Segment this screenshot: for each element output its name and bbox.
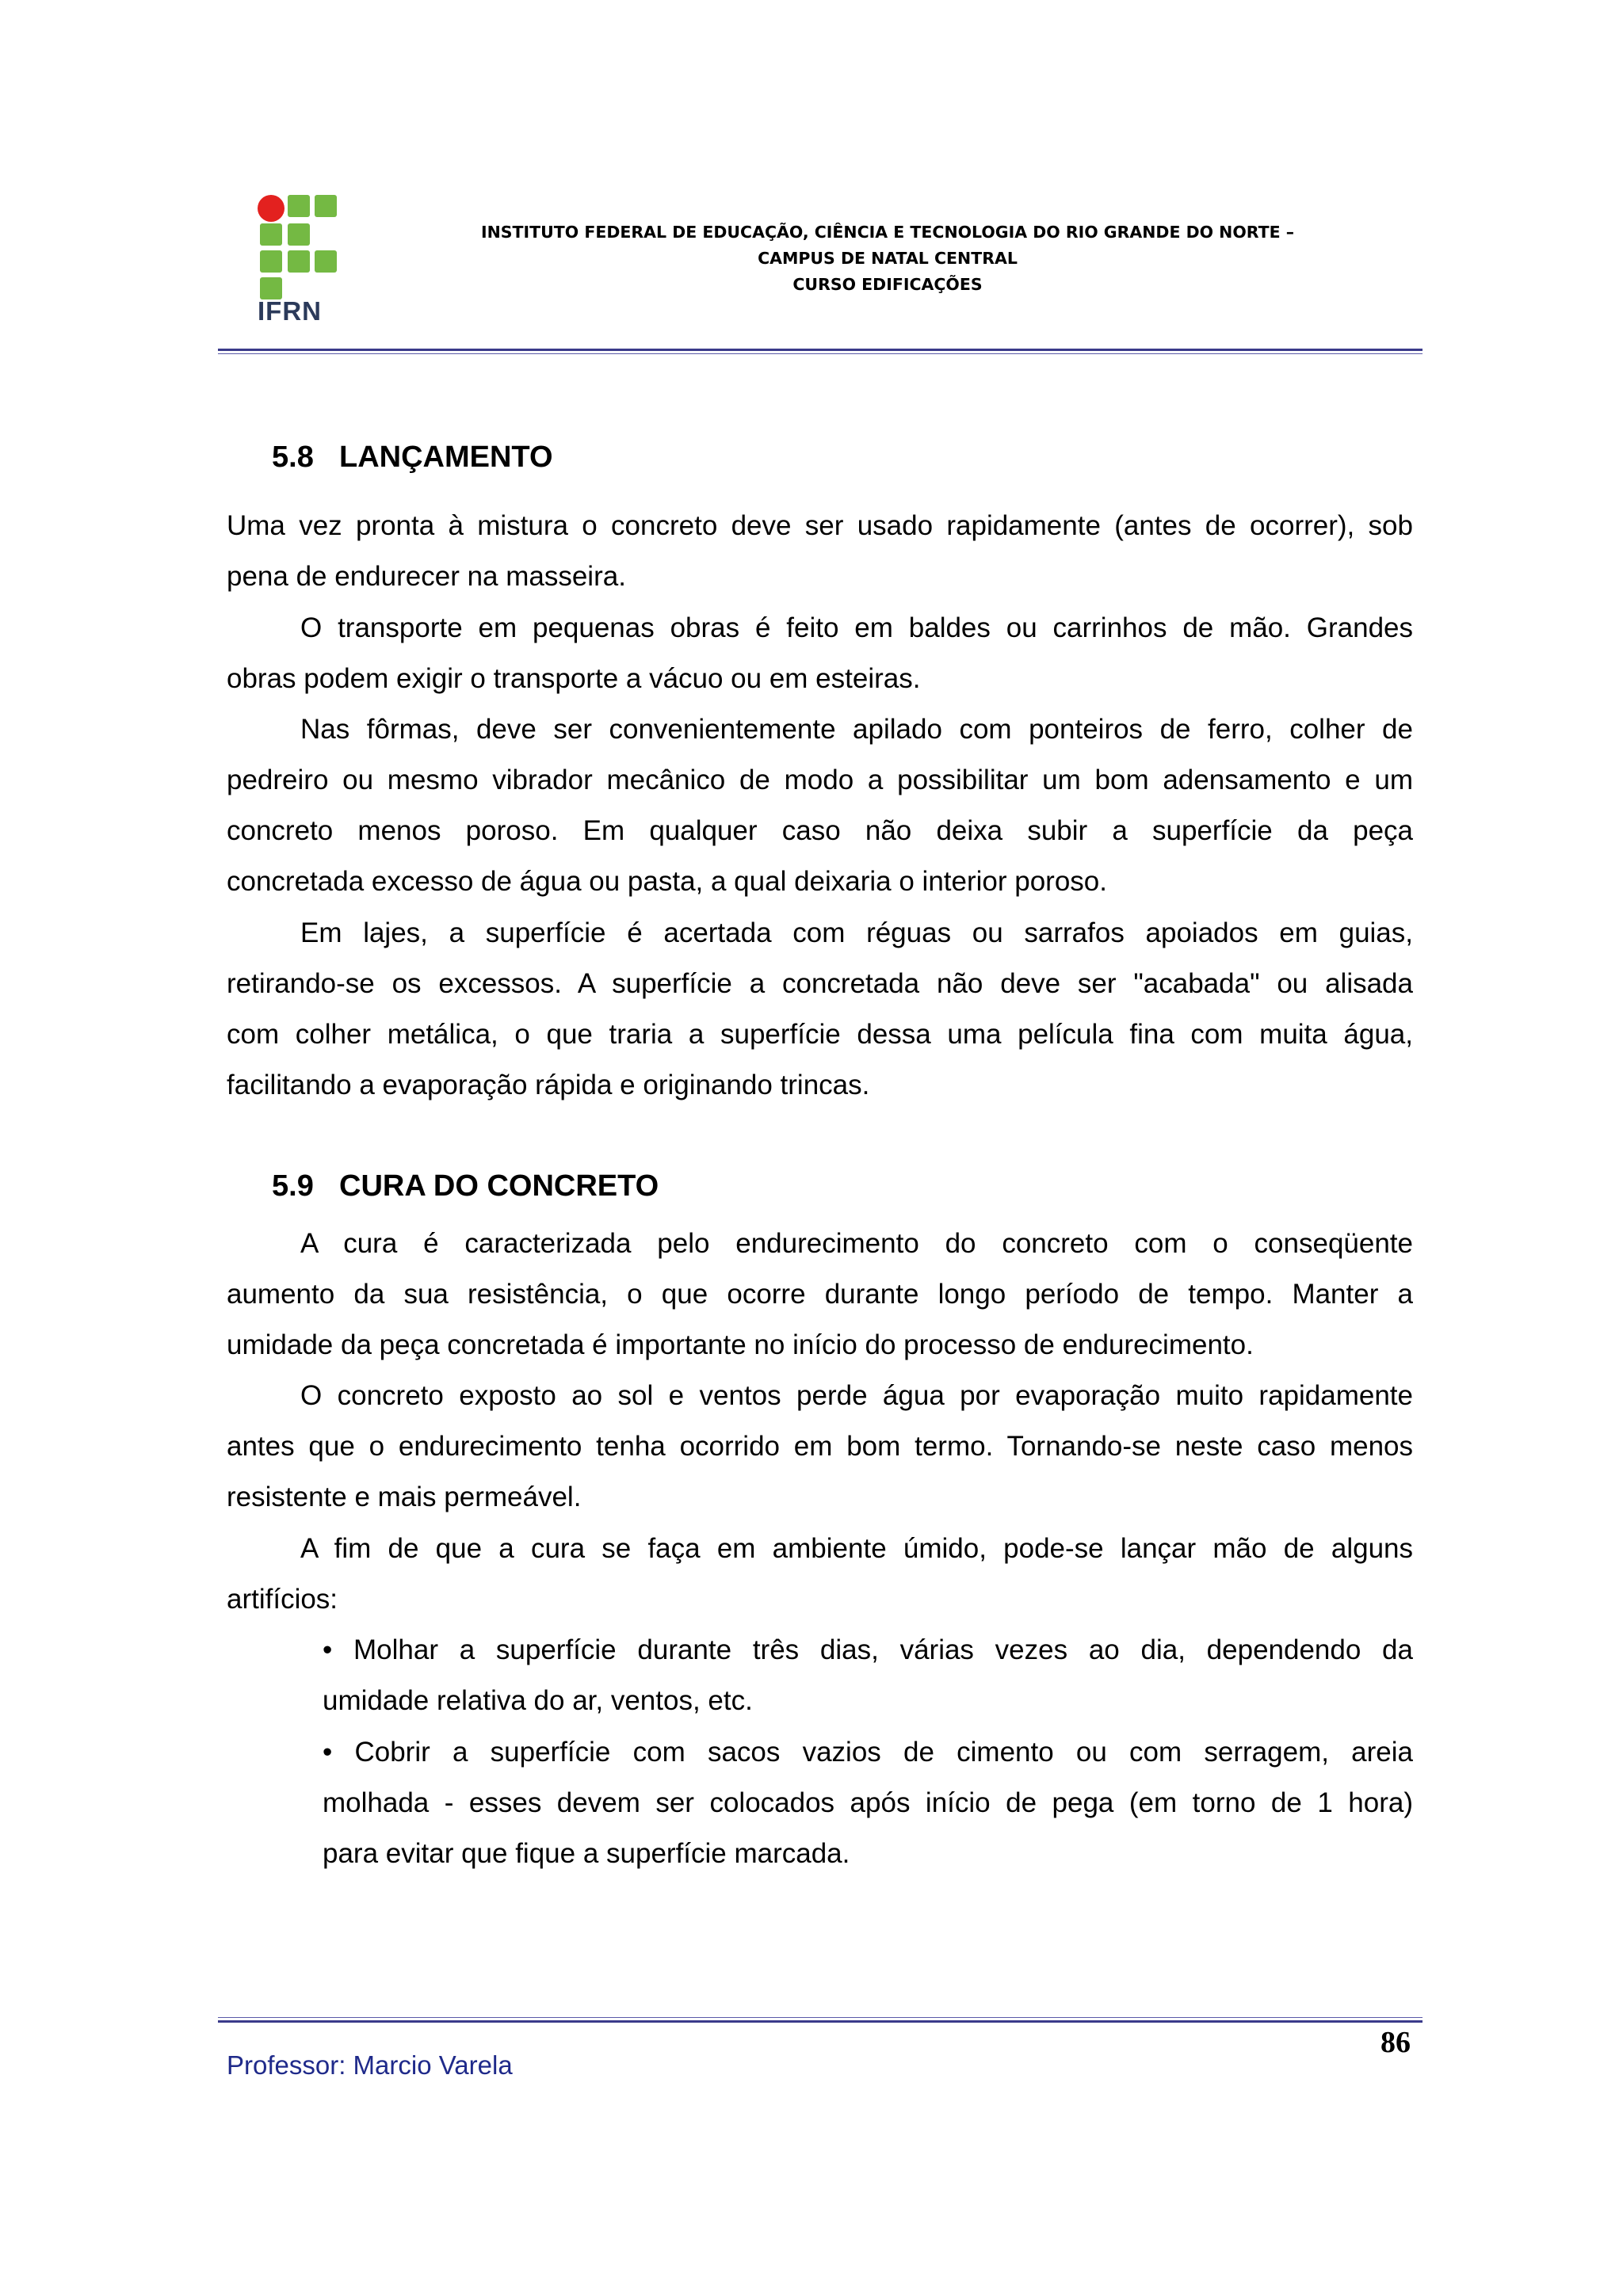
section-heading-5-8 — [272, 441, 553, 475]
text-line: artifícios: — [227, 1584, 338, 1615]
text-line: pedreiro ou mesmo vibrador mecânico de modo a possibilitar um bom adensamento e um — [227, 765, 1413, 795]
text-line: umidade da peça concretada é importante no início do processo de endurecimento. — [227, 1329, 1254, 1360]
text-line: A cura é caracterizada pelo endurecimento do concreto com o conseqüente — [300, 1228, 1413, 1259]
text-line: com colher metálica, o que traria a superfície dessa uma película fina com muita água, — [227, 1019, 1413, 1050]
text-line: Em lajes, a superfície é acertada com réguas ou sarrafos apoiados em guias, — [300, 917, 1413, 948]
text-line: O concreto exposto ao sol e ventos perde água por evaporação muito rapidamente — [300, 1380, 1413, 1411]
section-number: 5.8 — [272, 441, 314, 474]
logo-red-circle — [258, 195, 285, 222]
text-line: resistente e mais permeável. — [227, 1482, 582, 1512]
bullet-line: • Cobrir a superfície com sacos vazios de cimento ou com serragem, areia — [323, 1737, 1413, 1768]
header-rule-thin — [218, 353, 1423, 354]
section-heading-5-9 — [272, 1169, 659, 1203]
bullet-line: molhada - esses devem ser colocados após início de pega (em torno de 1 hora) — [323, 1787, 1413, 1818]
institution-line-1: INSTITUTO FEDERAL DE EDUCAÇÃO, CIÊNCIA E TECNOLOGIA DO RIO GRANDE DO NORTE – — [481, 223, 1294, 242]
text-line: retirando-se os excessos. A superfície a concretada não deve ser "acabada" ou alisada — [227, 968, 1413, 999]
text-line: concreto menos poroso. Em qualquer caso não deixa subir a superfície da peça — [227, 815, 1413, 846]
section-title: CURA DO CONCRETO — [339, 1169, 659, 1203]
text-line: aumento da sua resistência, o que ocorre durante longo período de tempo. Manter a — [227, 1279, 1413, 1310]
header-rule — [218, 349, 1423, 351]
professor-name: Professor: Marcio Varela — [227, 2050, 513, 2080]
text-line: Nas fôrmas, deve ser convenientemente apilado com ponteiros de ferro, colher de — [300, 714, 1413, 745]
footer-rule-thin — [218, 2017, 1423, 2018]
ifrn-logo — [258, 195, 345, 330]
section-number: 5.9 — [272, 1169, 314, 1203]
text-line: facilitando a evaporação rápida e originando trincas. — [227, 1070, 870, 1100]
section-title: LANÇAMENTO — [339, 441, 553, 474]
text-line: antes que o endurecimento tenha ocorrido em bom termo. Tornando-se neste caso menos — [227, 1431, 1413, 1462]
bullet-line: • Molhar a superfície durante três dias, várias vezes ao dia, dependendo da — [323, 1634, 1413, 1665]
footer-rule — [218, 2020, 1423, 2023]
text-line: O transporte em pequenas obras é feito em baldes ou carrinhos de mão. Grandes — [300, 612, 1413, 643]
text-line: A fim de que a cura se faça em ambiente úmido, pode-se lançar mão de alguns — [300, 1533, 1413, 1564]
bullet-line: umidade relativa do ar, ventos, etc. — [323, 1685, 753, 1716]
logo-text: IFRN — [258, 296, 322, 326]
text-line: concretada excesso de água ou pasta, a qual deixaria o interior poroso. — [227, 866, 1107, 897]
institution-line-3: CURSO EDIFICAÇÕES — [792, 275, 983, 294]
page-number: 86 — [1381, 2026, 1411, 2059]
text-line: obras podem exigir o transporte a vácuo ou em esteiras. — [227, 663, 921, 694]
institution-line-2: CAMPUS DE NATAL CENTRAL — [758, 249, 1018, 268]
bullet-line: para evitar que fique a superfície marcada. — [323, 1838, 850, 1869]
text-line: pena de endurecer na masseira. — [227, 561, 626, 592]
text-line: Uma vez pronta à mistura o concreto deve ser usado rapidamente (antes de ocorrer), sob — [227, 510, 1413, 541]
